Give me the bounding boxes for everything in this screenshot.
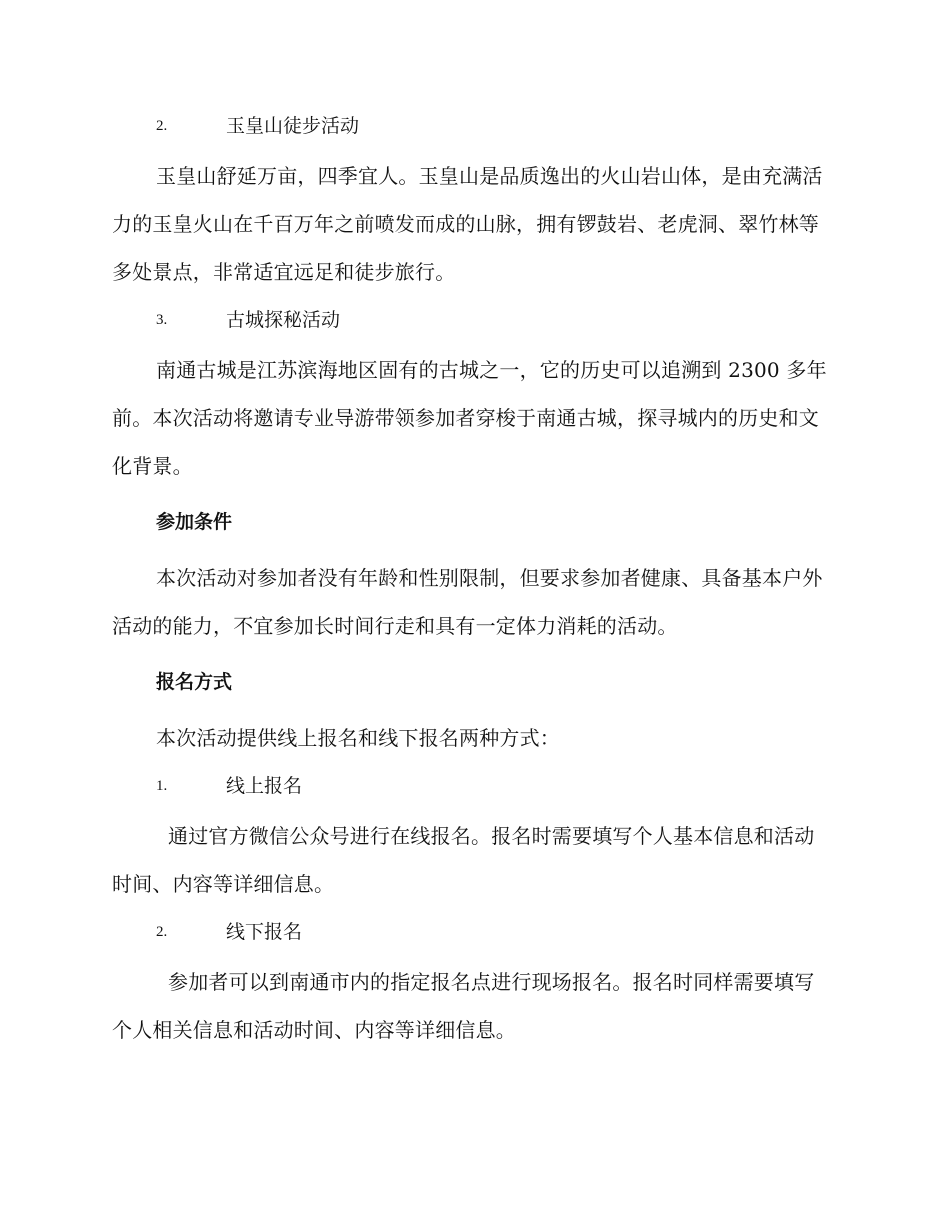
paragraph-online: 通过官方微信公众号进行在线报名。报名时需要填写个人基本信息和活动时间、内容等详细信息。 xyxy=(112,824,815,896)
list-item-offline xyxy=(156,916,878,948)
list-label: 线下报名 xyxy=(226,921,303,943)
document-page xyxy=(112,110,834,1062)
list-label: 玉皇山徒步活动 xyxy=(226,115,360,137)
paragraph-conditions: 本次活动对参加者没有年龄和性别限制，但要求参加者健康、具备基本户外活动的能力，不宜参加长时间行走和具有一定体力消耗的活动。 xyxy=(112,566,823,638)
heading-registration: 报名方式 xyxy=(156,671,233,693)
paragraph-registration-intro: 本次活动提供线上报名和线下报名两种方式： xyxy=(156,726,560,750)
heading-conditions: 参加条件 xyxy=(156,511,233,533)
paragraph-old-city: 南通古城是江苏滨海地区固有的古城之一，它的历史可以追溯到 2300 多年前。本次活动将邀请专业导游带领参加者穿梭于南通古城，探寻城内的历史和文化背景。 xyxy=(112,358,827,478)
list-label: 线上报名 xyxy=(226,775,303,797)
list-item-yuhuangshan xyxy=(156,110,878,142)
list-number: 2. xyxy=(156,118,168,134)
list-label: 古城探秘活动 xyxy=(226,309,341,331)
paragraph-offline: 参加者可以到南通市内的指定报名点进行现场报名。报名时同样需要填写个人相关信息和活动时间、内容等详细信息。 xyxy=(112,970,815,1042)
list-number: 1. xyxy=(156,778,168,794)
list-item-old-city xyxy=(156,304,878,336)
list-number: 2. xyxy=(156,924,168,940)
paragraph-yuhuangshan: 玉皇山舒延万亩，四季宜人。玉皇山是品质逸出的火山岩山体，是由充满活力的玉皇火山在千百万年之前喷发而成的山脉，拥有锣鼓岩、老虎洞、翠竹林等多处景点，非常适宜远足和徒步旅行。 xyxy=(112,164,823,284)
list-number: 3. xyxy=(156,312,168,328)
list-item-online xyxy=(156,770,878,802)
